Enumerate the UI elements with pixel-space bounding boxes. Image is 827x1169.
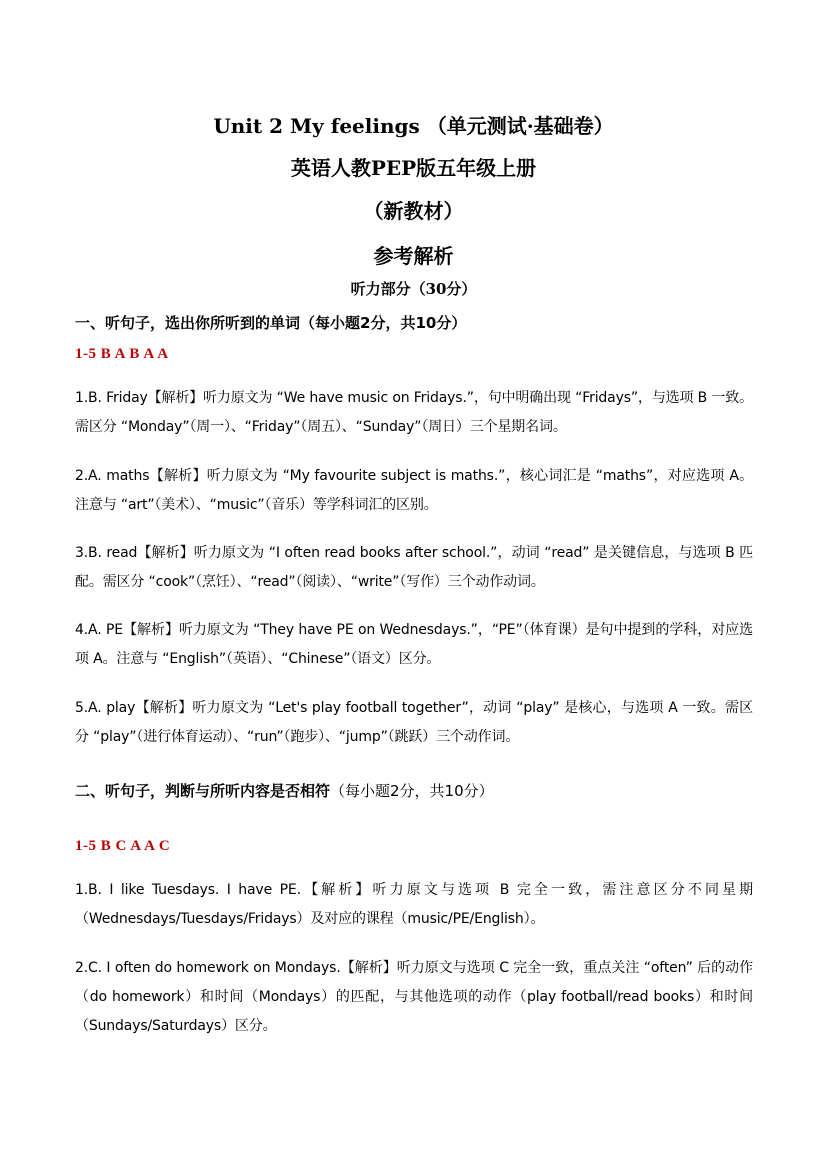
listening-part-title: 听力部分（30分） xyxy=(350,280,477,298)
document-title: Unit 2 My feelings （单元测试·基础卷） xyxy=(213,114,614,138)
section1-item-4: 4.A. PE【解析】听力原文为 “They have PE on Wednesdays.”，“PE”（体育课）是句中提到的学科，对应选项 A。注意与 “English”（英语）、“Chinese”（语文）区分。 xyxy=(75,622,753,667)
section2-item-1: 1.B. I like Tuesdays. I have PE.【解析】听力原文与选项 B 完全一致，需注意区分不同星期（Wednesdays/Tuesdays/Fridays）及对应的课程（music/PE/English）。 xyxy=(75,882,753,927)
section2-heading-main: 二、听句子，判断与所听内容是否相符 xyxy=(75,782,331,800)
section2-heading xyxy=(75,780,494,801)
document-subtitle-answers: 参考解析 xyxy=(373,244,454,268)
section1-item-5: 5.A. play【解析】听力原文为 “Let's play football together”，动词 “play” 是核心，与选项 A 一致。需区分 “play”（进行体育运动）、“run”（跑步）、“jump”（跳跃）三个动作词。 xyxy=(75,700,753,745)
document-subtitle-grade: 英语人教PEP版五年级上册 xyxy=(290,156,537,180)
section2-item-2: 2.C. I often do homework on Mondays.【解析】听力原文与选项 C 完全一致，重点关注 “often” 后的动作（do homework）和时间（Mondays）的匹配，与其他选项的动作（play football/read books）和时间（Sundays/Saturdays）区分。 xyxy=(75,960,753,1034)
section1-item-3: 3.B. read【解析】听力原文为 “I often read books after school.”，动词 “read” 是关键信息，与选项 B 匹配。需区分 “cook”（烹饪）、“read”（阅读）、“write”（写作）三个动作动词。 xyxy=(75,545,753,590)
section1-heading: 一、听句子，选出你所听到的单词（每小题2分，共10分） xyxy=(75,314,467,332)
section1-item-1: 1.B. Friday【解析】听力原文为 “We have music on Fridays.”，句中明确出现 “Fridays”，与选项 B 一致。需区分 “Monday”（周一）、“Friday”（周五）、“Sunday”（周日）三个星期名词。 xyxy=(75,390,753,435)
document-subtitle-edition: （新教材） xyxy=(363,199,464,223)
section1-answers: 1-5 B A B A A xyxy=(75,346,169,362)
section2-answers: 1-5 B C A A C xyxy=(75,838,171,854)
section2-heading-score: （每小题2分，共10分） xyxy=(330,782,494,800)
section1-item-2: 2.A. maths【解析】听力原文为 “My favourite subject is maths.”，核心词汇是 “maths”，对应选项 A。注意与 “art”（美术）、“music”（音乐）等学科词汇的区别。 xyxy=(75,468,753,513)
